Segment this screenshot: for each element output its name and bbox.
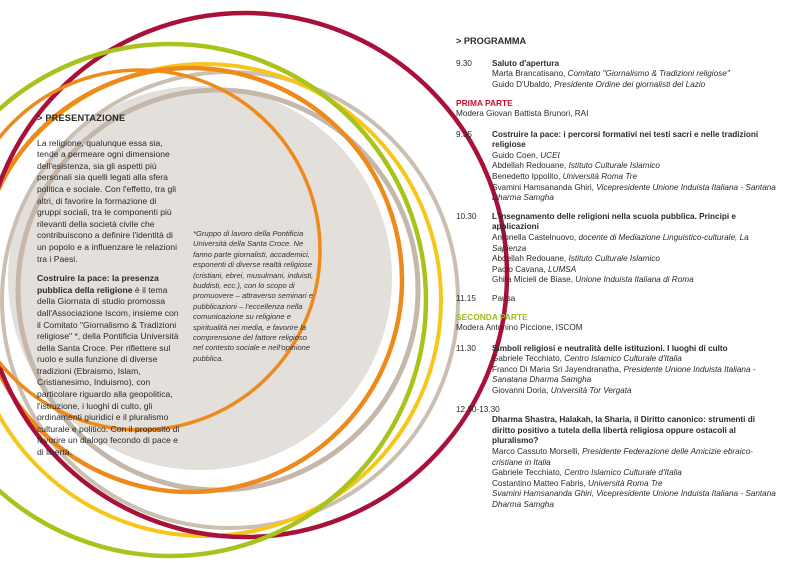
- speaker-line: Paolo Cavana, LUMSA: [492, 264, 577, 274]
- presentazione-heading: > PRESENTAZIONE: [37, 113, 126, 123]
- slot-1030: [456, 212, 776, 286]
- slot-930: [456, 59, 776, 91]
- seconda-parte-label: SECONDA PARTE: [456, 312, 528, 323]
- slot-1115: [456, 294, 776, 305]
- speaker-line: Franco Di Maria Sri Jayendranatha, Presidente Unione Induista Italiana - Sanatana Dharma Samgha: [492, 364, 756, 385]
- slot-1230: [456, 405, 776, 511]
- slot-title: Simboli religiosi e neutralità delle istituzioni. I luoghi di culto: [492, 343, 728, 353]
- speaker-line: Svamini Hamsananda Ghiri, Vicepresidente Unione Induista Italiana - Santana Dharma Samgha: [492, 182, 776, 203]
- speaker-line: Svamini Hamsananda Ghiri, Vicepresidente Unione Induista Italiana - Santana Dharma Samgha: [492, 489, 776, 509]
- speaker-line: Antonella Castelnuovo, docente di Mediazione Linguistico-culturale, La Sapienza: [492, 232, 749, 253]
- speaker-line: Giovanni Doria, Università Tor Vergata: [492, 386, 632, 396]
- presentazione-section: [37, 113, 182, 467]
- slot-time: 11.30: [456, 343, 476, 353]
- slot-935: [456, 130, 776, 204]
- presentazione-theme: Costruire la pace: la presenza pubblica della religione: [37, 273, 159, 295]
- speaker-line: Ghita Micieli de Biase, Unione Induista Italiana di Roma: [492, 275, 694, 285]
- programma-heading: > PROGRAMMA: [456, 36, 527, 46]
- slot-time: 10.30: [456, 211, 477, 221]
- presentazione-paragraph-2-text: è il tema della Giornata di studio promossa dall'Associazione Iscom, insieme con il Comitato "Giornalismo & Tradizioni religiose" *, della Pontificia Università della Santa Croce. Per riflettere sul ruolo e sulla funzione di diverse tradizioni (Ebraismo, Islam, Cristianesimo, Induismo), con particolare riguardo alla geopolitica, l'istruzione, i luoghi di culto, gli ordinamenti giuridici e il pluralismo culturale e politico. Con il proposito di favorire un dialogo fecondo di pace e di libertà.: [37, 284, 180, 458]
- speaker-line: Guido D'Ubaldo, Presidente Ordine dei giornalisti del Lazio: [492, 79, 706, 89]
- speaker-line: Marta Brancatisano, Comitato "Giornalismo & Tradizioni religiose": [492, 69, 730, 79]
- presentazione-paragraph-1: La religione, qualunque essa sia, tende a permeare ogni dimensione dell'esistenza, sia gli aspetti più personali sia quelli legati alla sfera politica e sociale. Con l'effetto, tra gli altri, di favorire la formazione di gruppi sociali, tra le componenti più rilevanti della società civile che contribuiscono a definire l'identità di un popolo e a influenzare le relazioni tra i Paesi.: [37, 137, 177, 264]
- prima-parte-moderator: Modera Giovan Battista Brunori, RAI: [456, 108, 589, 118]
- slot-title: L'insegnamento delle religioni nella scuola pubblica. Principi e applicazioni: [492, 211, 736, 232]
- slot-title: Pausa: [492, 293, 516, 303]
- presentazione-paragraph-2: [37, 273, 182, 459]
- prima-parte-label: PRIMA PARTE: [456, 98, 513, 109]
- programma-section: [456, 36, 776, 511]
- slot-title: Dharma Shastra, Halakah, la Sharia, il Diritto canonico: strumenti di diritto positivo a tutela della libertà religiosa oppure ostacoli al pluralismo?: [492, 415, 755, 446]
- slot-time: 9.35: [456, 129, 472, 139]
- speaker-line: Gabriele Tecchiato, Centro Islamico Culturale d'Italia: [492, 354, 682, 364]
- speaker-line: Guido Coen, UCEI: [492, 150, 560, 160]
- slot-time: 12.30-13.30: [456, 404, 500, 414]
- seconda-parte-moderator: Modera Antonino Piccione, ISCOM: [456, 323, 583, 333]
- slot-title: Costruire la pace: i percorsi formativi nei testi sacri e nelle tradizioni religiose: [492, 129, 759, 150]
- speaker-line: Abdellah Redouane, Istituto Culturale Islamico: [492, 254, 660, 264]
- slot-title: Saluto d'apertura: [492, 58, 560, 68]
- speaker-line: Benedetto Ippolito, Università Roma Tre: [492, 171, 638, 181]
- slot-time: 9.30: [456, 58, 472, 68]
- speaker-line: Marco Cassuto Morselli, Presidente Federazione delle Amicizie ebraico-cristiane in Italia: [492, 447, 753, 467]
- speaker-line: Gabriele Tecchiato, Centro Islamico Culturale d'Italia: [492, 468, 682, 478]
- slot-time: 11.15: [456, 293, 476, 303]
- footnote: *Gruppo di lavoro della Pontificia Università della Santa Croce. Ne fanno parte giornalisti, accademici, esponenti di diverse realtà religiose (cristiani, ebrei, musulmani, induisti, buddisti, ecc.), con lo scopo di promuovere – attraverso seminari e pubblicazioni – l'eccellenza nella comunicazione su religione e spiritualità nei media, e favorire la comprensione del fattore religioso nel contesto sociale e nell'opinione pubblica.: [193, 229, 314, 363]
- speaker-line: Abdellah Redouane, Istituto Culturale Islamico: [492, 161, 660, 171]
- speaker-line: Costantino Matteo Fabris, Università Roma Tre: [492, 478, 663, 488]
- slot-1130: [456, 344, 776, 397]
